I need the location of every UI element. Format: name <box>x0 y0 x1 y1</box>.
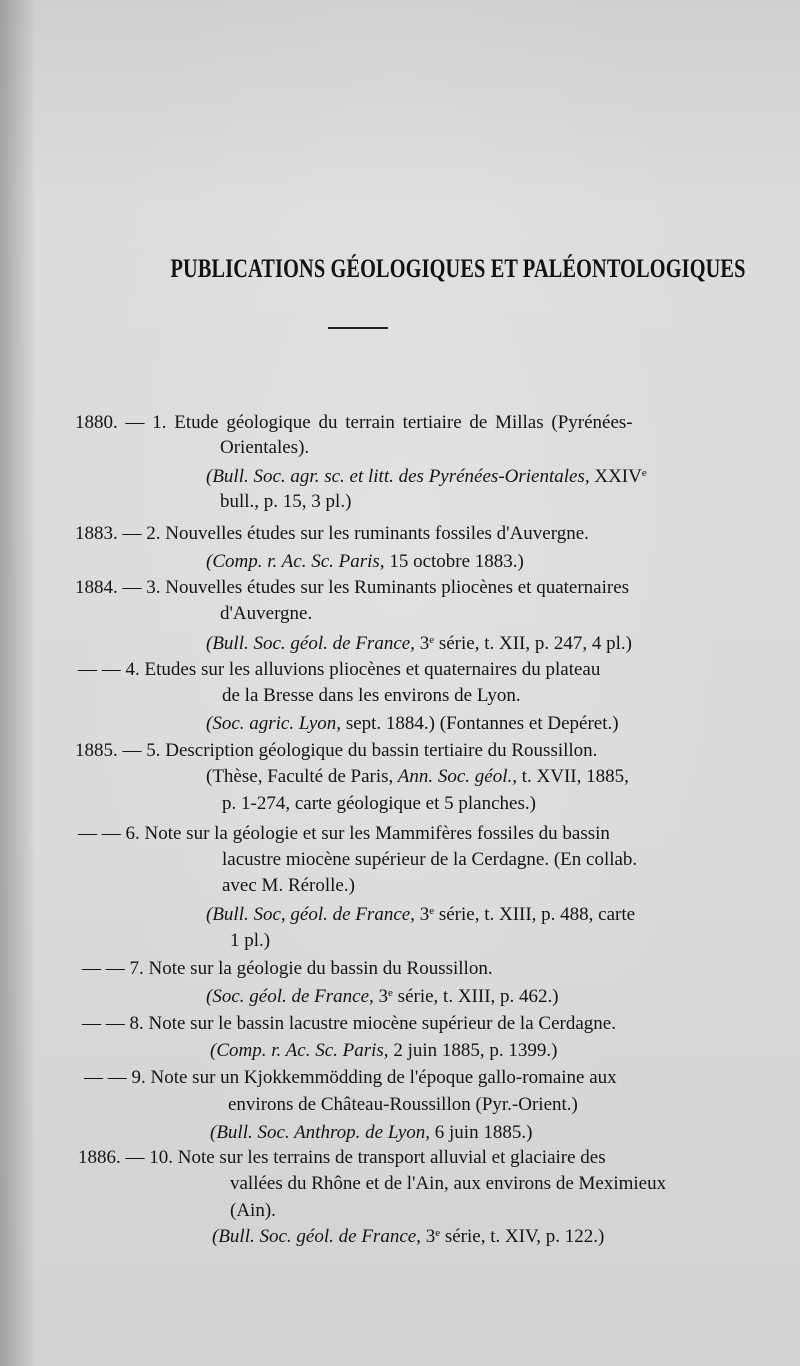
entry-5-thesis: (Thèse, Faculté de Paris, <box>206 766 394 787</box>
entry-4-line-1: — — 4. Etudes sur les alluvions pliocènes et quaternaires du plateau <box>78 659 601 680</box>
entry-9-line-1: — — 9. Note sur un Kjokkemmödding de l'époque gallo-romaine aux <box>84 1067 617 1088</box>
entry-3-series-sup: e <box>429 634 435 646</box>
entry-3-series-num: 3 <box>414 633 430 654</box>
entry-3-line-1: 1884. — 3. Nouvelles études sur les Ruminants pliocènes et quaternaires <box>75 577 630 598</box>
entry-10-details: série, t. XIV, p. 122.) <box>440 1226 605 1247</box>
entry-5-line-1: 1885. — 5. Description géologique du bassin tertiaire du Roussillon. <box>75 740 598 761</box>
entry-1-reference <box>206 465 647 489</box>
entry-2-reference <box>206 550 524 574</box>
entry-1-line-2: Orientales). <box>220 437 310 458</box>
entry-6-line-3: avec M. Rérolle.) <box>222 875 355 896</box>
entry-7-series-sup: e <box>388 987 393 999</box>
entry-6-line-5: 1 pl.) <box>230 930 271 951</box>
entry-4-reference <box>206 712 619 736</box>
entry-6-line-2: lacustre miocène supérieur de la Cerdagne. (En collab. <box>222 849 638 870</box>
entry-9-reference <box>210 1121 532 1145</box>
entry-8-details: 2 juin 1885, p. 1399.) <box>388 1040 558 1061</box>
entry-3-details: série, t. XII, p. 247, 4 pl.) <box>434 633 632 654</box>
entry-4-line-2: de la Bresse dans les environs de Lyon. <box>222 685 521 706</box>
entry-10-reference <box>212 1225 604 1249</box>
entry-6-line-1: — — 6. Note sur la géologie et sur les Mammifères fossiles du bassin <box>78 823 610 844</box>
entry-5-source: Ann. Soc. géol., <box>393 766 517 787</box>
entry-10-source: (Bull. Soc. géol. de France, <box>212 1226 421 1247</box>
entry-9-date: 6 juin 1885.) <box>430 1122 533 1143</box>
entry-10-series-sup: e <box>435 1227 441 1239</box>
entry-8-source: (Comp. r. Ac. Sc. Paris, <box>210 1040 389 1061</box>
entry-3-line-2: d'Auvergne. <box>220 603 313 624</box>
entry-10-line-1: 1886. — 10. Note sur les terrains de transport alluvial et glaciaire des <box>78 1147 606 1168</box>
entry-6-series-sup: e <box>429 905 435 917</box>
entry-1-line-1: 1880. — 1. Etude géologique du terrain tertiaire de Millas (Pyrénées- <box>75 412 633 433</box>
entry-7-reference <box>206 985 559 1009</box>
entry-4-details: sept. 1884.) (Fontannes et Depéret.) <box>341 713 619 734</box>
entry-5-reference <box>206 765 629 789</box>
entry-7-details: série, t. XIII, p. 462.) <box>392 986 559 1007</box>
entry-7-series-num: 3 <box>373 986 389 1007</box>
entry-10-line-2: vallées du Rhône et de l'Ain, aux environs de Meximieux <box>230 1173 667 1194</box>
entry-7-line-1: — — 7. Note sur la géologie du bassin du Roussillon. <box>82 958 493 979</box>
page-title: PUBLICATIONS GÉOLOGIQUES ET PALÉONTOLOGIQUES <box>170 254 746 283</box>
entry-6-reference <box>206 903 635 927</box>
entry-8-reference <box>210 1039 557 1063</box>
entry-1-line-4: bull., p. 15, 3 pl.) <box>220 491 352 512</box>
entry-5-volume: t. XVII, 1885, <box>516 766 629 787</box>
entry-6-source: (Bull. Soc, géol. de France, <box>206 904 415 925</box>
entry-10-line-3: (Ain). <box>230 1200 276 1221</box>
entry-4-source: (Soc. agric. Lyon, <box>206 713 342 734</box>
entry-6-details: série, t. XIII, p. 488, carte <box>434 904 636 925</box>
entry-8-line-1: — — 8. Note sur le bassin lacustre miocène supérieur de la Cerdagne. <box>82 1013 616 1034</box>
entry-3-reference <box>206 632 632 656</box>
entry-2-date: 15 octobre 1883.) <box>384 551 524 572</box>
entry-5-line-3: p. 1-274, carte géologique et 5 planches.) <box>222 793 536 814</box>
entry-2-source: (Comp. r. Ac. Sc. Paris, <box>206 551 385 572</box>
entry-1-volume: XXIV <box>589 466 642 487</box>
entry-9-source: (Bull. Soc. Anthrop. de Lyon, <box>210 1122 431 1143</box>
entry-7-source: (Soc. géol. de France, <box>206 986 374 1007</box>
entry-9-line-2: environs de Château-Roussillon (Pyr.-Orient.) <box>228 1094 578 1115</box>
entry-6-series-num: 3 <box>414 904 430 925</box>
entry-2-line-1: 1883. — 2. Nouvelles études sur les ruminants fossiles d'Auvergne. <box>75 523 589 544</box>
entry-1-volume-sup: e <box>641 467 647 479</box>
entry-10-series-num: 3 <box>420 1226 436 1247</box>
entry-1-source: (Bull. Soc. agr. sc. et litt. des Pyrénées-Orientales, <box>206 466 590 487</box>
entry-3-source: (Bull. Soc. géol. de France, <box>206 633 415 654</box>
